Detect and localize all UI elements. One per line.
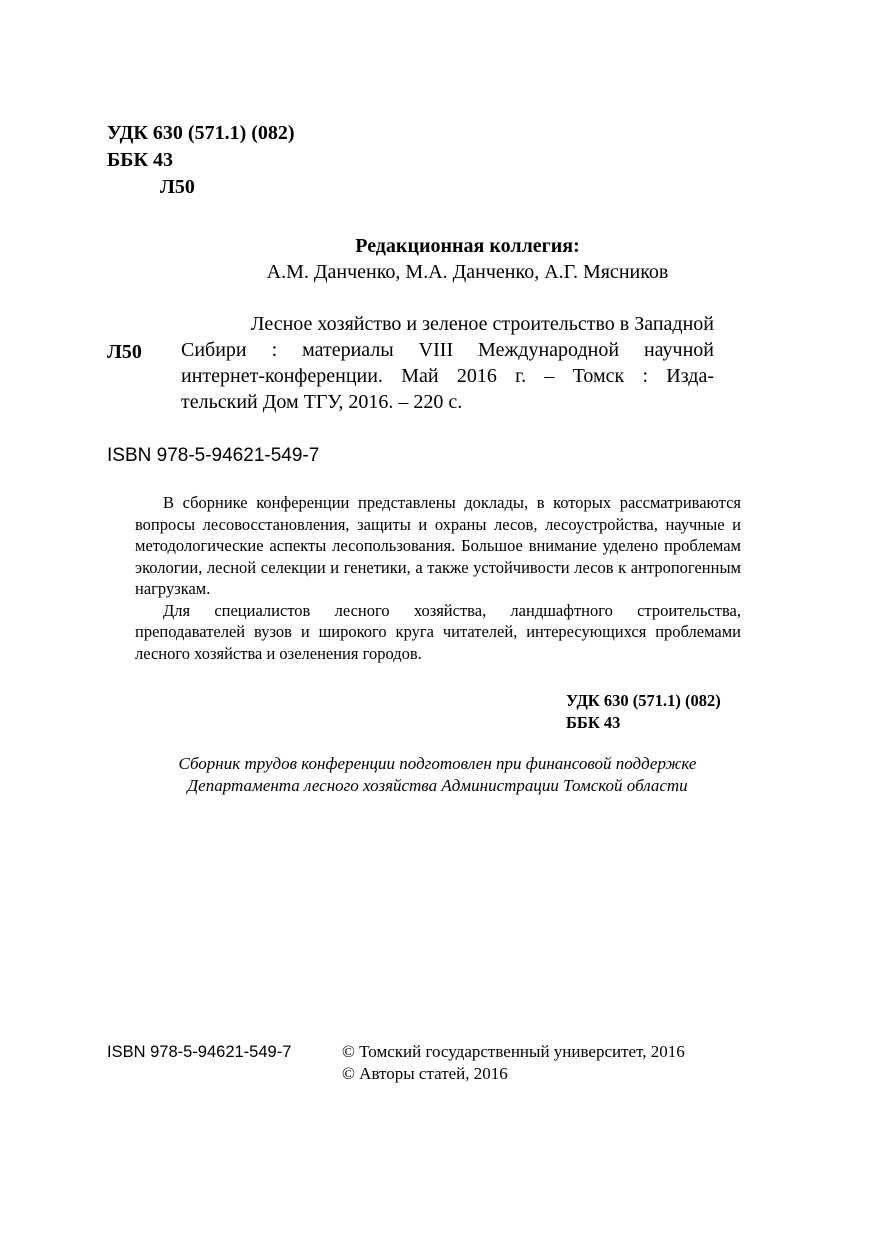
biblio-line: интернет-конференции. Май 2016 г. – Томск : Изда-	[181, 365, 714, 387]
classification-block	[107, 120, 295, 201]
editorial-board-title: Редакционная коллегия:	[355, 235, 580, 257]
support-note-line: Сборник трудов конференции подготовлен при финансовой поддержке	[178, 754, 697, 773]
annotation-paragraph: Для специалистов лесного хозяйства, ландшафтного строительства, преподавателей вузов и широкого круга читателей, интересующихся проблемами лесного хозяйства и озеленения городов.	[135, 600, 741, 663]
copyright-block	[342, 1041, 685, 1085]
biblio-line: тельский Дом ТГУ, 2016. – 220 с.	[181, 391, 463, 413]
annotation	[135, 492, 741, 664]
bibliographic-mark: Л50	[107, 341, 142, 363]
imprint-isbn: ISBN 978-5-94621-549-7	[107, 1043, 292, 1061]
author-mark: Л50	[160, 176, 195, 198]
copyright-line: © Томский государственный университет, 2016	[342, 1042, 685, 1061]
bibliographic-description	[181, 311, 714, 415]
isbn: ISBN 978-5-94621-549-7	[107, 445, 320, 466]
biblio-line: Лесное хозяйство и зеленое строительство в Западной	[250, 313, 714, 335]
bbk-code: ББК 43	[566, 712, 621, 732]
support-note	[0, 753, 875, 797]
editorial-board-members: А.М. Данченко, М.А. Данченко, А.Г. Мясников	[266, 261, 669, 283]
udk-code: УДК 630 (571.1) (082)	[107, 122, 295, 144]
classification-repeat	[566, 690, 721, 733]
bbk-code: ББК 43	[107, 149, 173, 171]
udk-code: УДК 630 (571.1) (082)	[566, 691, 721, 710]
biblio-line: Сибири : материалы VIII Международной научной	[181, 339, 714, 361]
copyright-line: © Авторы статей, 2016	[342, 1064, 508, 1083]
annotation-paragraph: В сборнике конференции представлены доклады, в которых рассматриваются вопросы лесовосстановления, защиты и охраны лесов, лесоустройства, научные и методологические аспекты лесопользования. Большое внимание уделено проблемам экологии, лесной селекции и генетики, а также устойчивости лесов к антропогенным нагрузкам.	[135, 493, 741, 598]
support-note-line: Департамента лесного хозяйства Администрации Томской области	[187, 776, 688, 795]
